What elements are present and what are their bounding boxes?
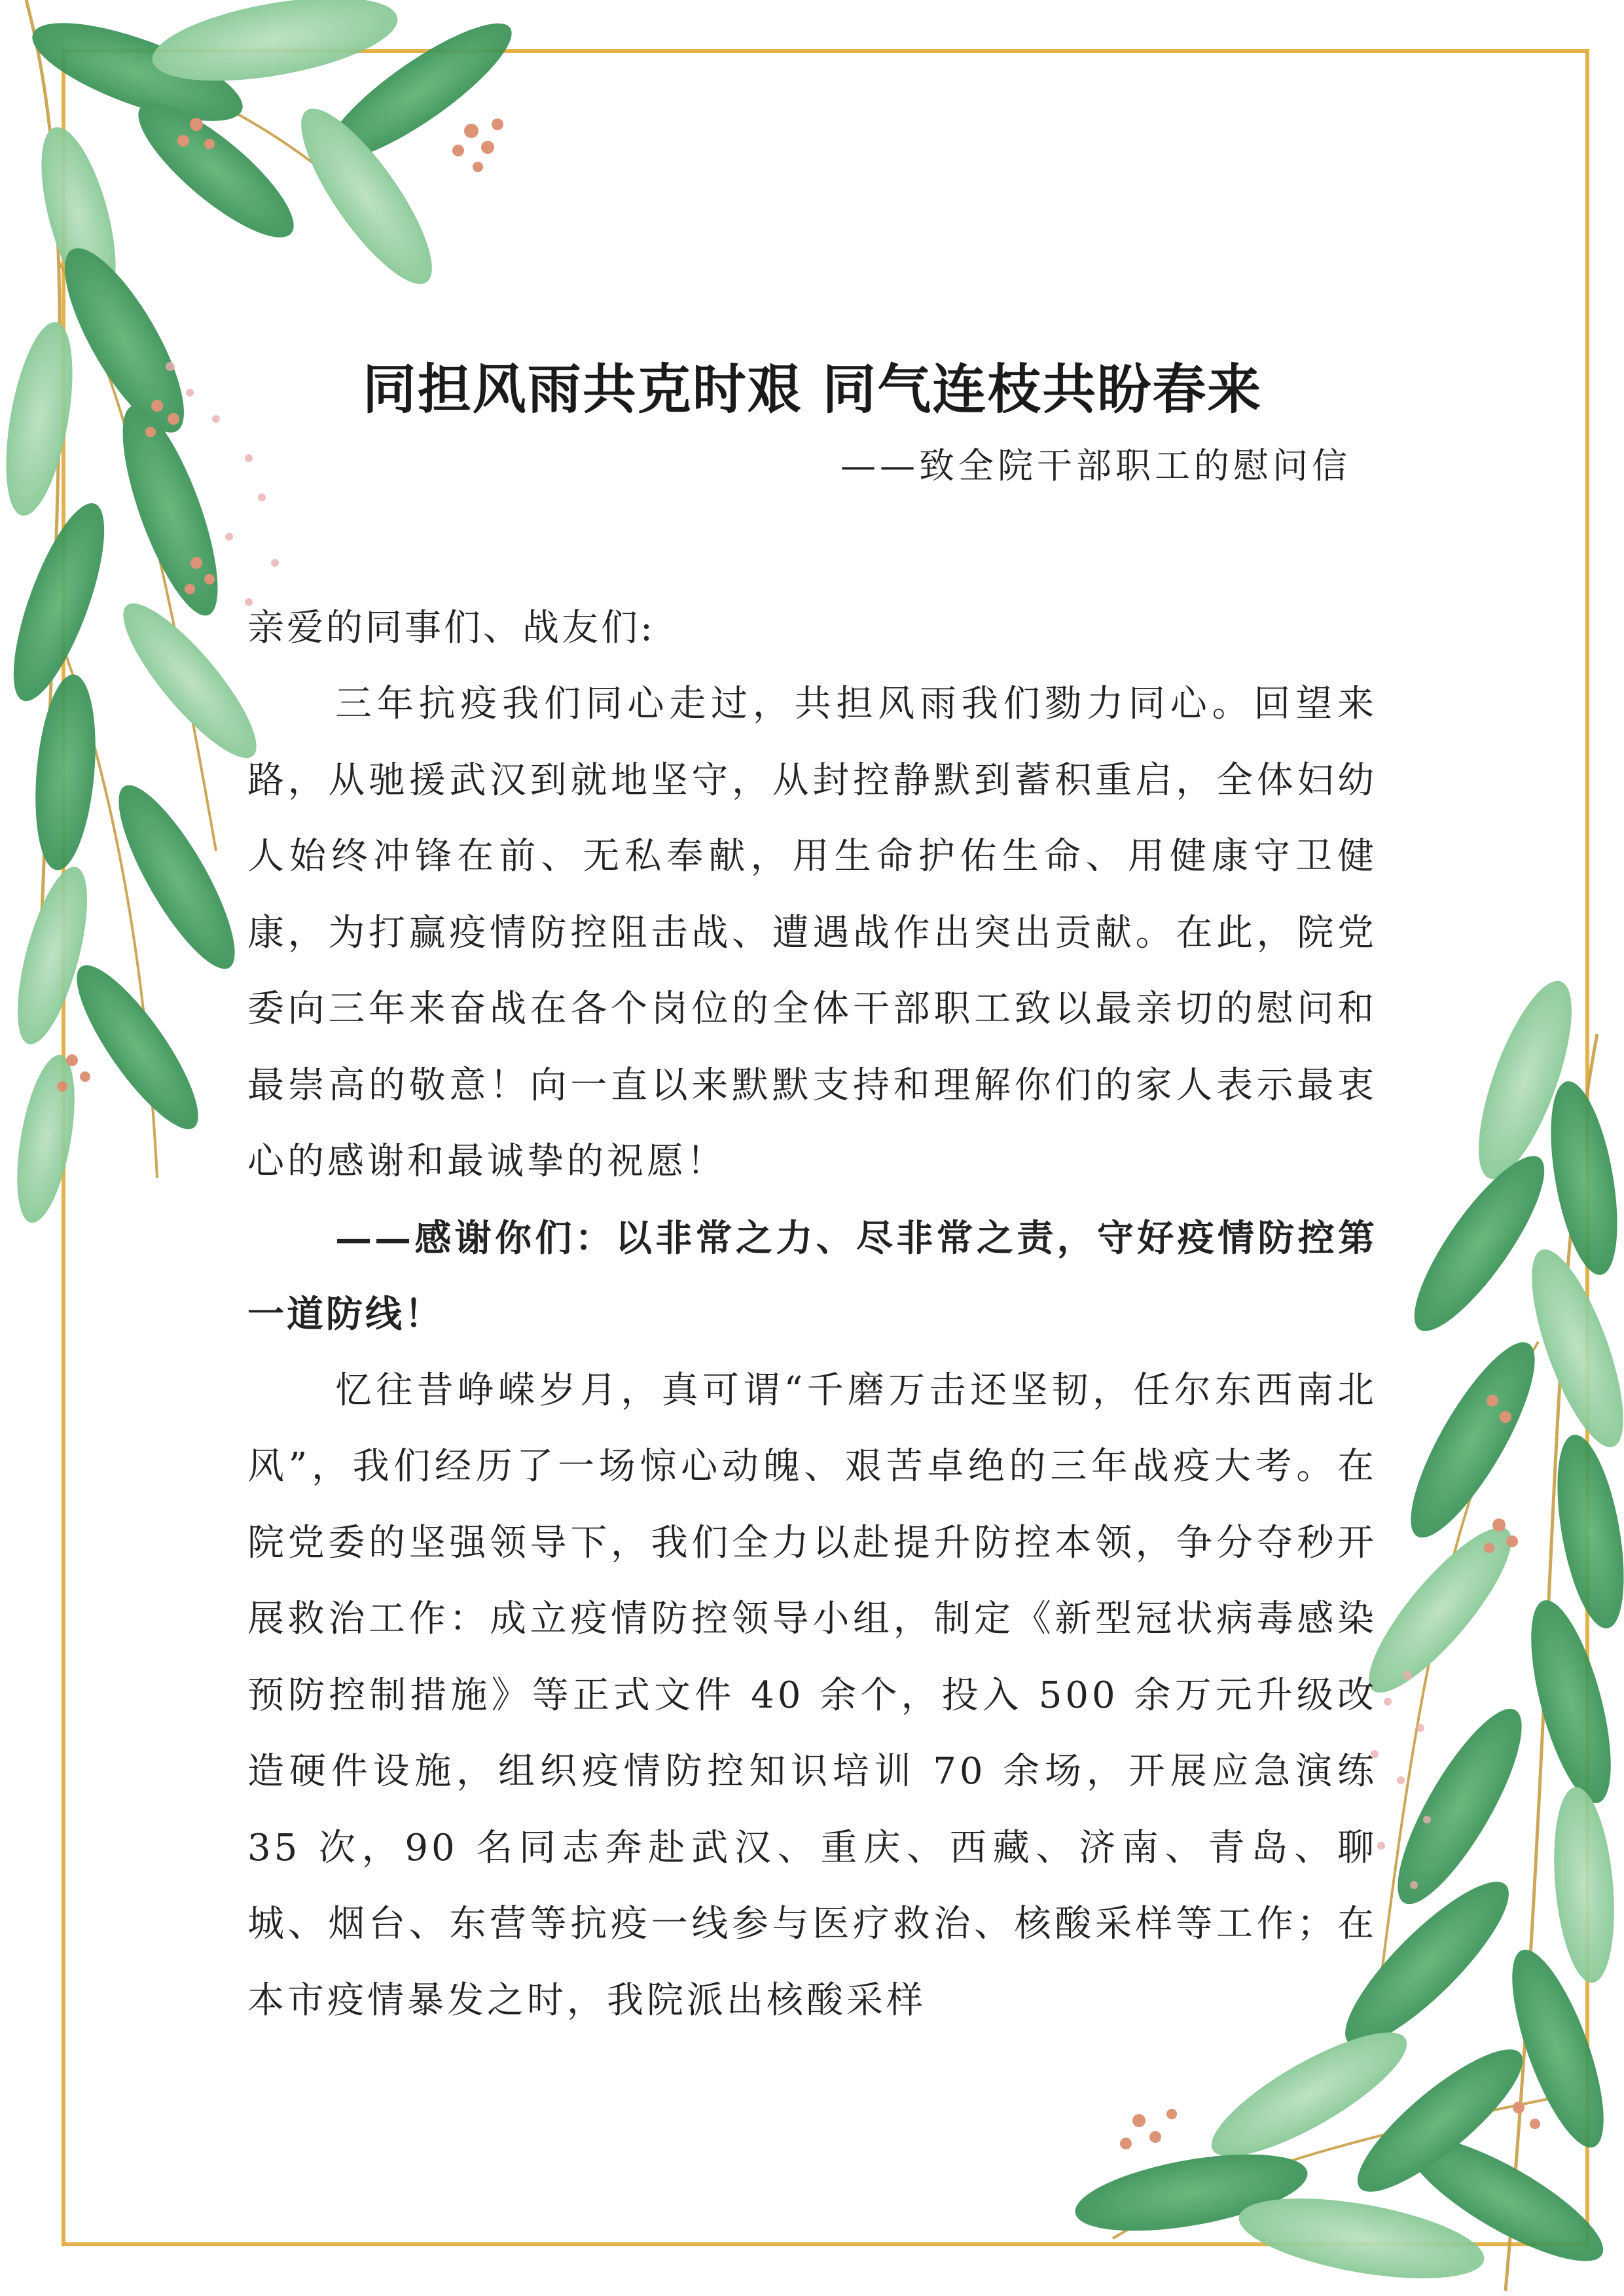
letter-subtitle: ——致全院干部职工的慰问信 (840, 445, 1351, 486)
letter-content (247, 353, 1377, 2039)
letter-paragraph: 三年抗疫我们同心走过，共担风雨我们勠力同心。回望来路，从驰援武汉到就地坚守，从封控静默到蓄积重启，全体妇幼人始终冲锋在前、无私奉献，用生命护佑生命、用健康守卫健康，为打赢疫情防控阻击战、遭遇战作出突出贡献。在此，院党委向三年来奋战在各个岗位的全体干部职工致以最亲切的慰问和最崇高的敬意！向一直以来默默支持和理解你们的家人表示最衷心的感谢和最诚挚的祝愿！ (247, 683, 1377, 1183)
letter-title: 同担风雨共克时艰 同气连枝共盼春来 (362, 358, 1263, 421)
letter-paragraph: 忆往昔峥嵘岁月，真可谓“千磨万击还坚韧，任尔东西南北风”，我们经历了一场惊心动魄、艰苦卓绝的三年战疫大考。在院党委的坚强领导下，我们全力以赴提升防控本领，争分夺秒开展救治工作：成立疫情防控领导小组，制定《新型冠状病毒感染预防控制措施》等正式文件 40 余个，投入 500 余万元升级改造硬件设施，组织疫情防控知识培训 70 余场，开展应急演练 35 次，90 名同志奔赴武汉、重庆、西藏、济南、青岛、聊城、烟台、东营等抗疫一线参与医疗救治、核酸采样等工作；在本市疫情暴发之时，我院派出核酸采样 (247, 1369, 1377, 2022)
letter-salutation: 亲爱的同事们、战友们: (247, 607, 655, 649)
letter-heading-paragraph: ——感谢你们：以非常之力、尽非常之责，守好疫情防控第一道防线！ (247, 1216, 1377, 1336)
